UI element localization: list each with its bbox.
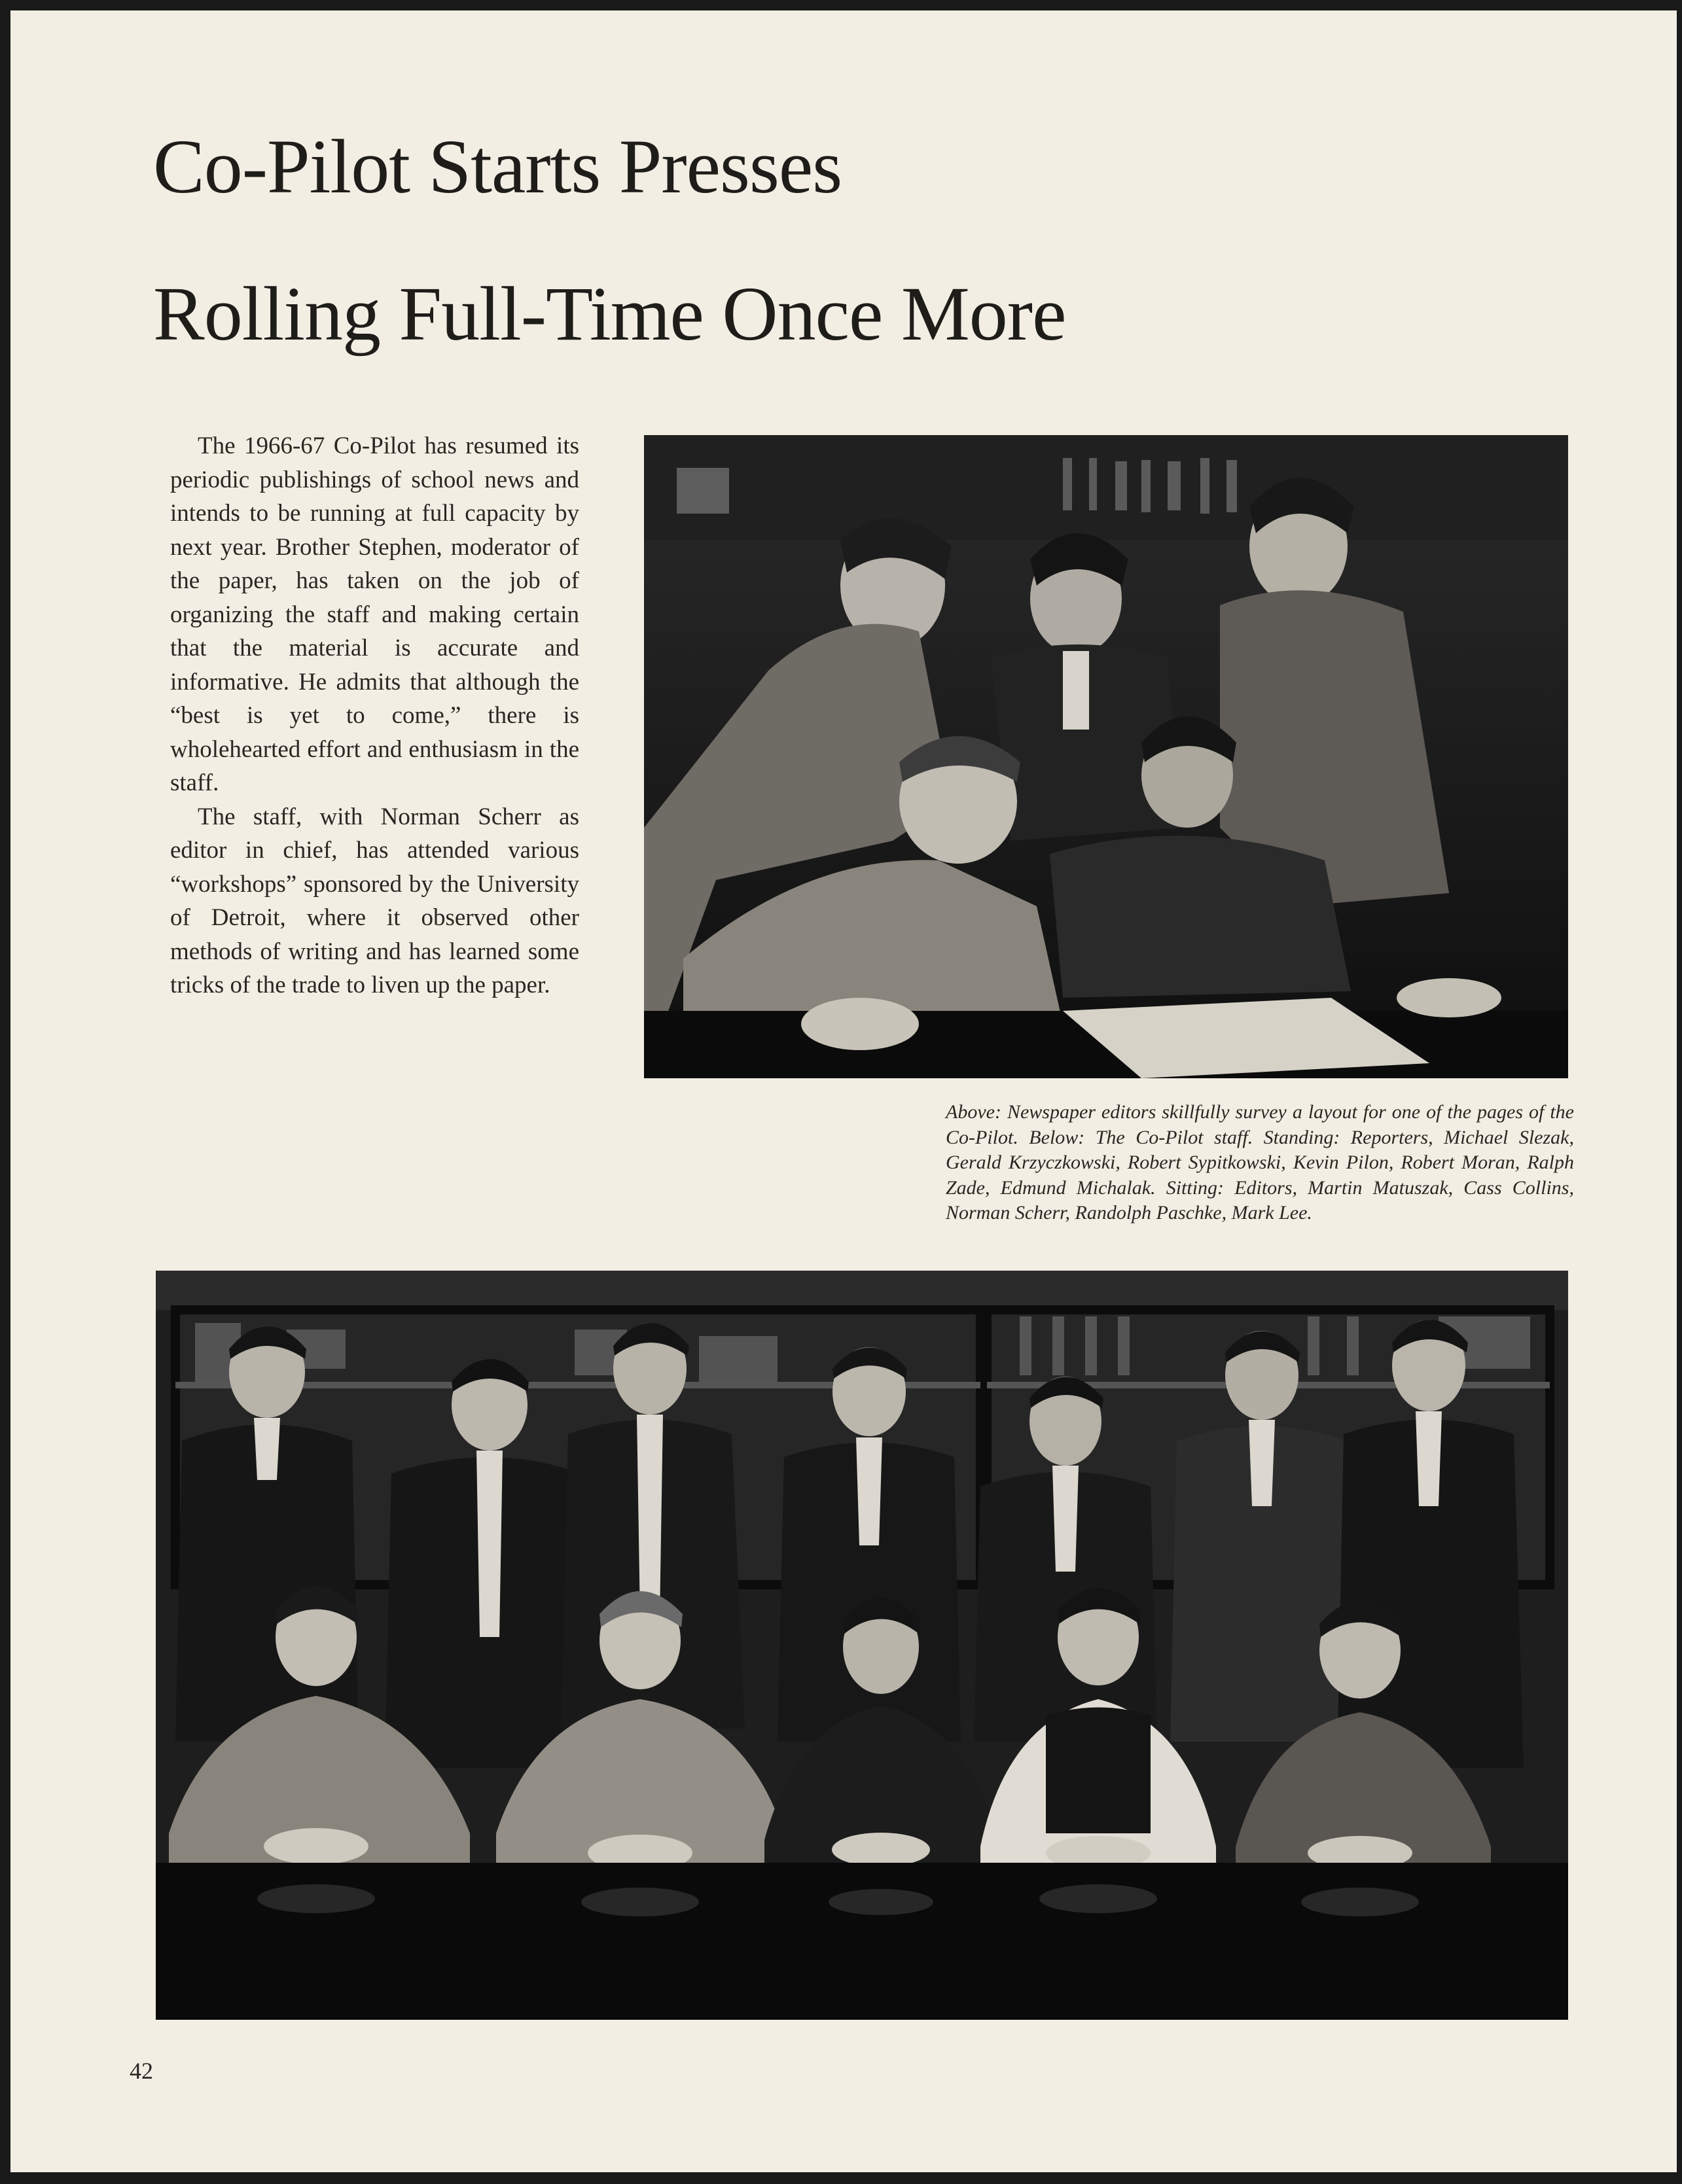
article-paragraph-1: The 1966-67 Co-Pilot has resumed its periodic publishings of school news and intends to be running at full capacity by next year. Brother Stephen, moderator of the paper, has taken on the job of organizing the staff and making certain that the material is accurate and informative. He admits that although the “best is yet to come,” there is wholehearted effort and enthusiasm in the staff. <box>170 432 579 796</box>
photo-caption: Above: Newspaper editors skillfully survey a layout for one of the pages of the Co-Pilot. Below: The Co-Pilot staff. Standing: Reporters, Michael Slezak, Gerald Krzyczkowski, Robert Sypitkowski, Kevin Pilon, Robert Moran, Ralph Zade, Edmund Michalak. Sitting: Editors, Martin Matuszak, Cass Collins, Norman Scherr, Randolph Paschke, Mark Lee. <box>946 1101 1574 1224</box>
headline-line-1: Co-Pilot Starts Presses <box>153 124 842 209</box>
editors-photo <box>644 435 1568 1078</box>
article-paragraph-2: The staff, with Norman Scherr as editor in chief, has attended various “workshops” sponsored by the University of Detroit, where it observed other methods of writing and has learned some tricks of the trade to liven up the paper. <box>170 803 579 998</box>
yearbook-page <box>10 10 1677 2172</box>
staff-group-photo <box>156 1271 1568 2020</box>
article-body <box>170 429 579 1002</box>
headline-line-2: Rolling Full-Time Once More <box>153 271 1066 357</box>
staff-group-photo-image <box>156 1271 1568 2020</box>
editors-photo-image <box>644 435 1568 1078</box>
page-number: 42 <box>130 2058 153 2084</box>
